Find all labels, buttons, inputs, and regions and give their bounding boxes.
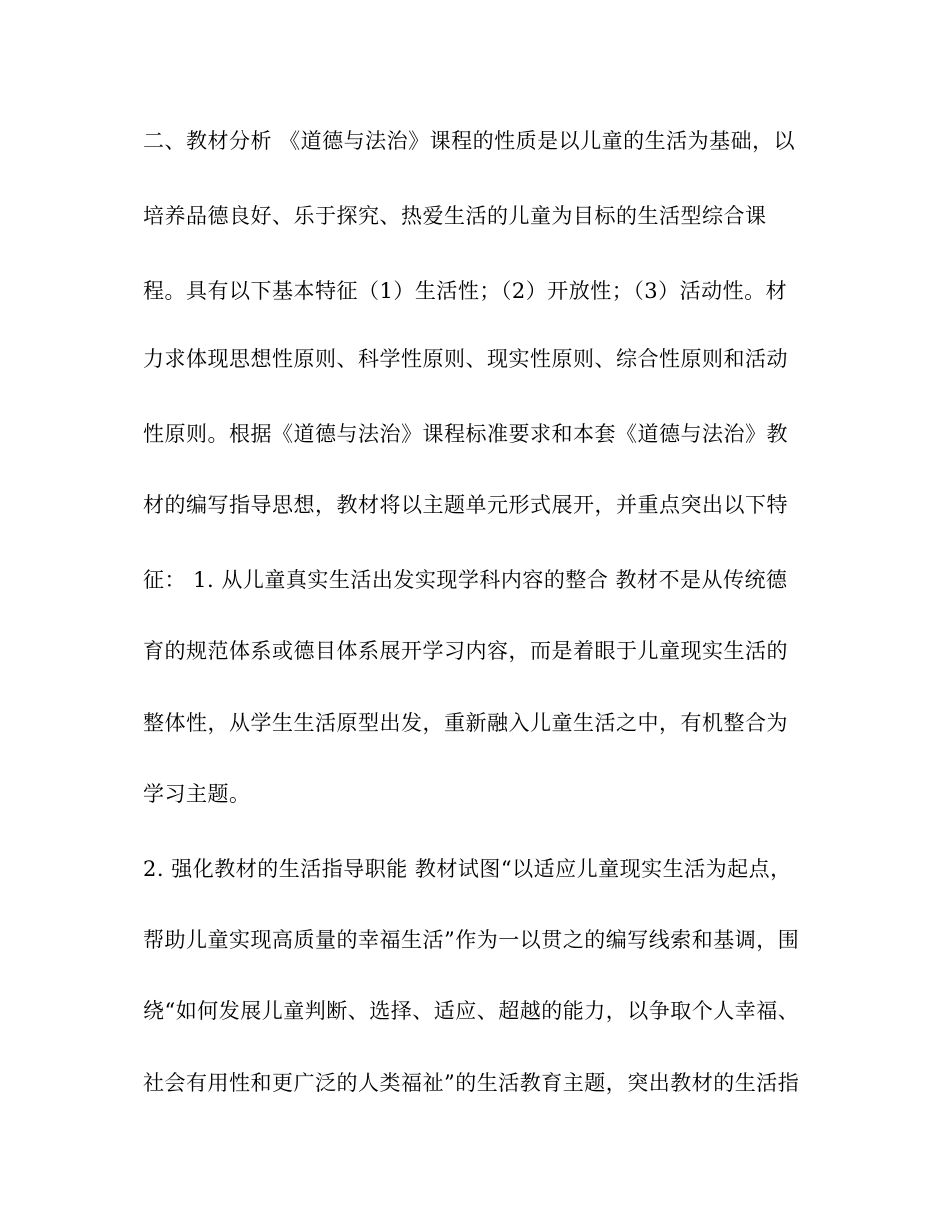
text-line: 培养品德良好、乐于探究、热爱生活的儿童为目标的生活型综合课: [143, 204, 767, 228]
text-line: 力求体现思想性原则、科学性原则、现实性原则、综合性原则和活动: [143, 347, 788, 371]
text-line: 绕“如何发展儿童判断、选择、适应、超越的能力，以争取个人幸福、: [143, 999, 800, 1023]
text-line: 社会有用性和更广泛的人类福祉”的生活教育主题，突出教材的生活指: [143, 1071, 800, 1095]
text-line: 2. 强化教材的生活指导职能 教材试图“以适应儿童现实生活为起点，: [143, 857, 792, 881]
text-line: 材的编写指导思想，教材将以主题单元形式展开，并重点突出以下特: [143, 493, 788, 517]
text-line: 程。具有以下基本特征（1）生活性；（2）开放性；（3）活动性。材: [143, 279, 788, 303]
text-line: 性原则。根据《道德与法治》课程标准要求和本套《道德与法治》教: [143, 422, 788, 446]
text-line: 育的规范体系或德目体系展开学习内容，而是着眼于儿童现实生活的: [143, 639, 788, 663]
text-line: 二、教材分析 《道德与法治》课程的性质是以儿童的生活为基础，以: [143, 129, 796, 153]
text-line: 整体性，从学生生活原型出发，重新融入儿童生活之中，有机整合为: [143, 711, 788, 735]
text-line: 学习主题。: [143, 782, 251, 806]
text-line: 征： 1. 从儿童真实生活出发实现学科内容的整合 教材不是从传统德: [143, 568, 788, 592]
text-line: 帮助儿童实现高质量的幸福生活”作为一以贯之的编写线索和基调，围: [143, 928, 800, 952]
